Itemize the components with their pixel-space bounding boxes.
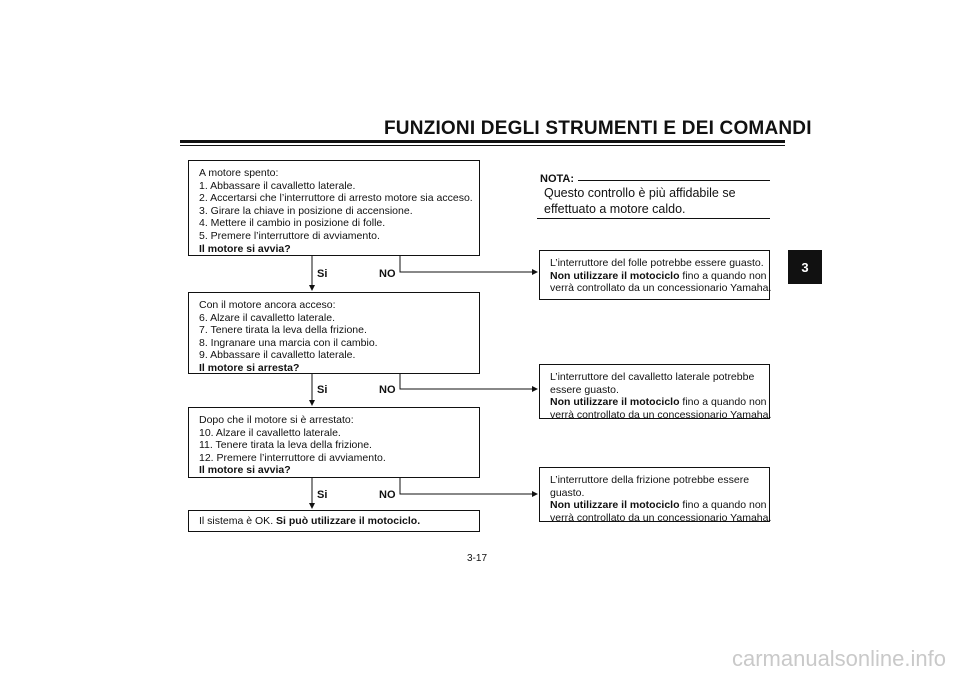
chapter-tab: 3 — [788, 250, 822, 284]
fault1-box — [539, 250, 770, 300]
step1-line: 4. Mettere il cambio in posizione di folle. — [199, 217, 386, 230]
nota-label: NOTA: — [540, 173, 575, 185]
step2-question: Il motore si arresta? — [199, 361, 300, 374]
step2-box — [188, 292, 480, 374]
watermark: carmanualsonline.info — [731, 646, 946, 671]
nota-rule-top — [578, 180, 770, 181]
step1-line: 2. Accertarsi che l’interruttore di arresto motore sia acceso. — [199, 192, 473, 205]
nota-text: Questo controllo è più affidabile se effettuato a motore caldo. — [544, 186, 736, 216]
no-label-2: NO — [379, 384, 396, 396]
no-arrow-3 — [400, 478, 537, 494]
step1-line: 5. Premere l’interruttore di avviamento. — [199, 229, 380, 242]
fault2-line: essere guasto. — [550, 383, 619, 396]
step1-question: Il motore si avvia? — [199, 242, 291, 255]
page-number: 3-17 — [467, 553, 488, 564]
step2-line: Con il motore ancora acceso: — [199, 299, 336, 311]
fault1-warning-rest: fino a quando non — [679, 269, 767, 282]
page-title: FUNZIONI DEGLI STRUMENTI E DEI COMANDI — [384, 118, 812, 139]
fault3-warning-bold: Non utilizzare il motociclo — [550, 499, 680, 512]
result-box — [188, 510, 480, 532]
fault1-warning-bold: Non utilizzare il motociclo — [550, 269, 680, 282]
step2-line: 6. Alzare il cavalletto laterale. — [199, 311, 335, 324]
fault3-warning-rest: fino a quando non — [679, 499, 767, 512]
step1-line: 1. Abbassare il cavalletto laterale. — [199, 179, 356, 192]
fault3-last-line: verrà controllato da un concessionario Yamaha. — [550, 511, 772, 524]
no-arrow-1 — [400, 256, 537, 272]
step2-line: 9. Abbassare il cavalletto laterale. — [199, 349, 356, 362]
step2-line: 8. Ingranare una marcia con il cambio. — [199, 336, 378, 349]
step2-line: 7. Tenere tirata la leva della frizione. — [199, 324, 367, 337]
step3-question: Il motore si avvia? — [199, 464, 291, 477]
step3-line: 11. Tenere tirata la leva della frizione. — [199, 439, 372, 452]
fault1-last-line: verrà controllato da un concessionario Yamaha. — [550, 282, 772, 295]
fault3-box — [539, 467, 770, 522]
nota-rule-bottom — [537, 218, 770, 219]
step1-line: A motore spento: — [199, 167, 279, 179]
step1-box — [188, 160, 480, 256]
no-label-3: NO — [379, 489, 396, 501]
result-prefix: Il sistema è OK. — [199, 515, 277, 527]
fault3-line: L’interruttore della frizione potrebbe essere — [550, 474, 750, 486]
fault2-last-line: verrà controllato da un concessionario Yamaha. — [550, 408, 772, 421]
fault3-line: guasto. — [550, 486, 585, 499]
fault1-line: L’interruttore del folle potrebbe essere guasto. — [550, 257, 764, 269]
step3-box — [188, 407, 480, 478]
yes-label-2: Si — [317, 384, 328, 396]
step1-line: 3. Girare la chiave in posizione di accensione. — [199, 204, 413, 217]
step3-line: 12. Premere l’interruttore di avviamento. — [199, 451, 386, 464]
yes-label-1: Si — [317, 268, 328, 280]
fault2-box — [539, 364, 770, 419]
fault2-warning-rest: fino a quando non — [679, 396, 767, 409]
step3-line: 10. Alzare il cavalletto laterale. — [199, 426, 341, 439]
fault2-line: L’interruttore del cavalletto laterale potrebbe — [550, 371, 755, 383]
no-arrow-2 — [400, 374, 537, 389]
yes-label-3: Si — [317, 489, 328, 501]
step3-line: Dopo che il motore si è arrestato: — [199, 414, 354, 426]
no-label-1: NO — [379, 268, 396, 280]
fault2-warning-bold: Non utilizzare il motociclo — [550, 396, 680, 409]
result-bold: Si può utilizzare il motociclo. — [276, 515, 421, 527]
